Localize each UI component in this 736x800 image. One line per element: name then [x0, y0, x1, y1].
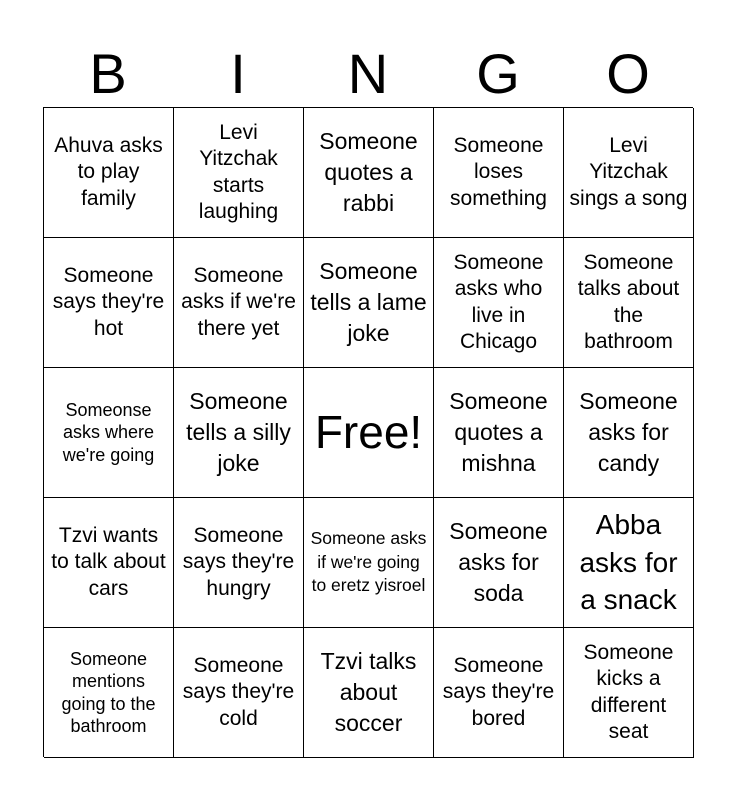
- bingo-cell[interactable]: Someone asks if we're going to eretz yisroel: [304, 498, 434, 628]
- header-letter-b: B: [89, 42, 127, 105]
- bingo-cell[interactable]: Someone loses something: [434, 108, 564, 238]
- bingo-cell[interactable]: Someone kicks a different seat: [564, 628, 694, 758]
- bingo-cell[interactable]: Someone asks if we're there yet: [174, 238, 304, 368]
- bingo-cell[interactable]: Someonse asks where we're going: [44, 368, 174, 498]
- bingo-cell[interactable]: Someone tells a silly joke: [174, 368, 304, 498]
- bingo-cell[interactable]: Someone says they're hot: [44, 238, 174, 368]
- bingo-cell[interactable]: Someone mentions going to the bathroom: [44, 628, 174, 758]
- bingo-cell[interactable]: Ahuva asks to play family: [44, 108, 174, 238]
- bingo-cell[interactable]: Someone says they're cold: [174, 628, 304, 758]
- header-letter-o: O: [606, 42, 650, 105]
- bingo-cell-free[interactable]: Free!: [304, 368, 434, 498]
- bingo-cell[interactable]: Someone quotes a rabbi: [304, 108, 434, 238]
- header-letter-i: I: [230, 42, 246, 105]
- bingo-cell[interactable]: Someone asks who live in Chicago: [434, 238, 564, 368]
- bingo-cell[interactable]: Someone quotes a mishna: [434, 368, 564, 498]
- bingo-cell[interactable]: Someone says they're hungry: [174, 498, 304, 628]
- header-letter-n: N: [347, 42, 389, 105]
- bingo-cell[interactable]: Someone asks for candy: [564, 368, 694, 498]
- header-letter-g: G: [476, 42, 520, 105]
- bingo-board: [43, 107, 693, 757]
- bingo-cell[interactable]: Abba asks for a snack: [564, 498, 694, 628]
- bingo-cell[interactable]: Someone asks for soda: [434, 498, 564, 628]
- bingo-cell[interactable]: Tzvi wants to talk about cars: [44, 498, 174, 628]
- bingo-cell[interactable]: Someone says they're bored: [434, 628, 564, 758]
- bingo-cell[interactable]: Tzvi talks about soccer: [304, 628, 434, 758]
- bingo-header: [43, 42, 693, 106]
- bingo-cell[interactable]: Someone talks about the bathroom: [564, 238, 694, 368]
- bingo-cell[interactable]: Levi Yitzchak starts laughing: [174, 108, 304, 238]
- bingo-cell[interactable]: Levi Yitzchak sings a song: [564, 108, 694, 238]
- bingo-cell[interactable]: Someone tells a lame joke: [304, 238, 434, 368]
